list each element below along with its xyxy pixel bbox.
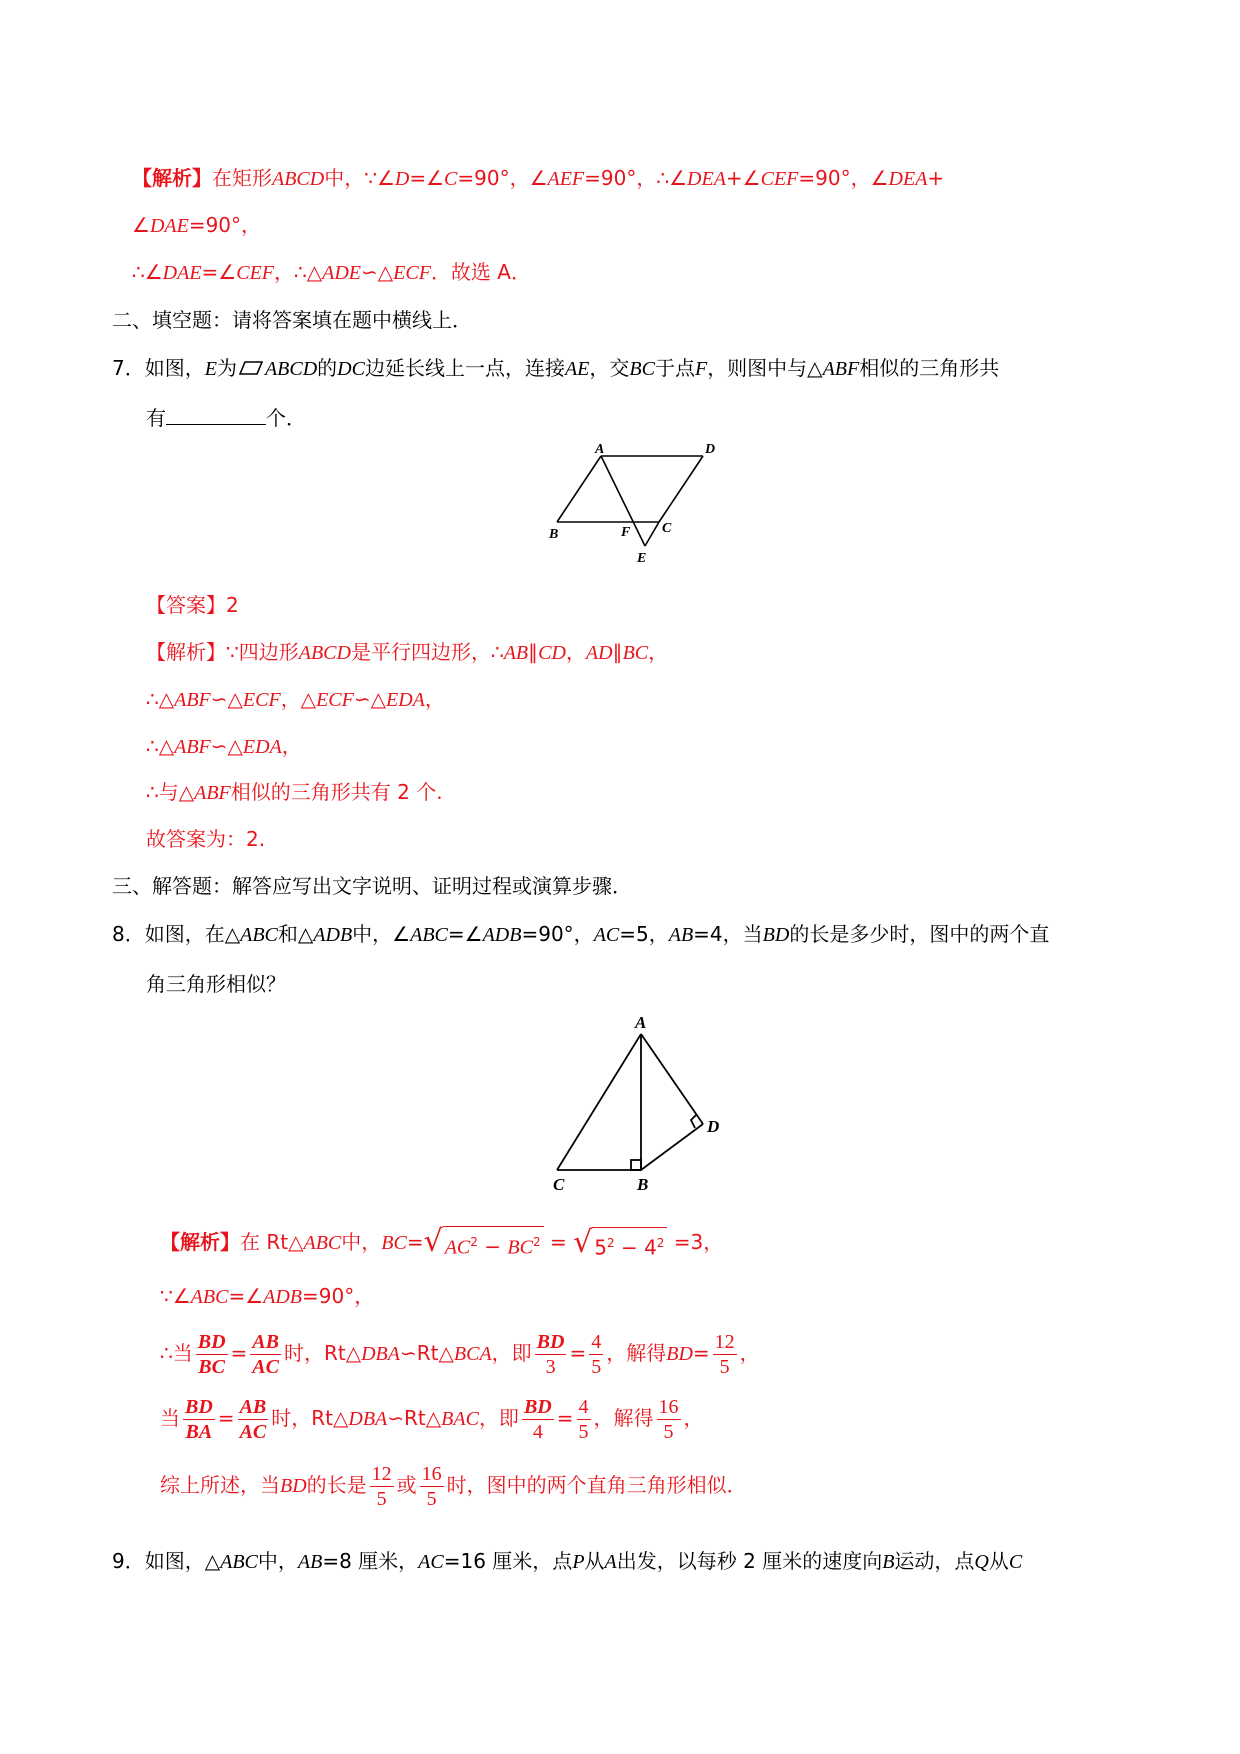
- fraction: $\frac{4}{5}$: [591, 1331, 602, 1378]
- q7-answer: 【答案】2: [146, 593, 239, 617]
- q8-solution-line-4: 当 $\frac{BD}{BA}$ = $\frac{AB}{AC}$ 时，Rt△DBA∽Rt△BAC，即 $\frac{BD}{4}$ = $\frac{4}{5}$ ，解得 $\frac{16}{5}$ ，: [160, 1396, 704, 1443]
- fraction: $\frac{16}{5}$: [658, 1396, 679, 1443]
- sqrt-radical: √ $AC^2 - BC^2$: [424, 1226, 544, 1261]
- fraction: $\frac{12}{5}$: [714, 1331, 735, 1378]
- section-2-heading: 二、填空题：请将答案填在题中横线上．: [112, 308, 472, 332]
- q7-solution-line-2: ∴△ABF∽△ECF，△ECF∽△EDA，: [146, 687, 445, 711]
- parallelogram-icon: [239, 360, 263, 376]
- label-B: B: [549, 527, 559, 542]
- fraction: $\frac{BD}{BC}$: [197, 1331, 226, 1378]
- q8-solution-line-1: 【解析】在 Rt△ABC中，BC= √ $AC^2 - BC^2$ = √ $5^2 - 4^2$ =3，: [160, 1224, 724, 1260]
- sqrt-radical: √ $5^2 - 4^2$: [573, 1227, 667, 1261]
- fraction: $\frac{BD}{4}$: [523, 1396, 552, 1443]
- q6-solution-line-2: ∠DAE=90°，: [132, 213, 262, 237]
- fraction: $\frac{BD}{3}$: [536, 1331, 565, 1378]
- label-F: F: [621, 525, 631, 540]
- fraction: $\frac{4}{5}$: [578, 1396, 589, 1443]
- fraction: $\frac{16}{5}$: [421, 1463, 442, 1510]
- q7-solution-line-4: ∴与△ABF相似的三角形共有 2 个.: [146, 780, 443, 804]
- label-D: D: [705, 442, 716, 457]
- fraction: $\frac{12}{5}$: [371, 1463, 392, 1510]
- q8-figure-right-triangles: [545, 1010, 735, 1200]
- q7-stem-line-2: 有 个．: [146, 406, 306, 430]
- q7-solution-line-3: ∴△ABF∽△EDA，: [146, 734, 302, 758]
- label-A: A: [635, 1013, 647, 1032]
- q8-stem-line-1: 8．如图，在△ABC和△ADB中，∠ABC=∠ADB=90°，AC=5，AB=4，当BD的长是多少时，图中的两个直: [112, 922, 1050, 946]
- label-B: B: [637, 1175, 649, 1194]
- label-D: D: [707, 1117, 720, 1136]
- q6-solution-line-3: ∴∠DAE=∠CEF，∴△ADE∽△ECF．故选 A．: [132, 260, 531, 284]
- q7-figure-parallelogram: [545, 440, 725, 570]
- q7-solution-line-1: 【解析】∵四边形ABCD是平行四边形，∴AB∥CD，AD∥BC，: [146, 640, 669, 664]
- fraction: $\frac{AB}{AC}$: [239, 1396, 267, 1443]
- fraction: $\frac{AB}{AC}$: [252, 1331, 279, 1378]
- q9-stem-line-1: 9．如图，△ABC中，AB=8 厘米，AC=16 厘米，点P从A出发，以每秒 2 厘米的速度向B运动，点Q从C: [112, 1549, 1023, 1573]
- q7-solution-line-5: 故答案为：2.: [146, 827, 266, 851]
- label-C: C: [662, 521, 672, 536]
- section-3-heading: 三、解答题：解答应写出文字说明、证明过程或演算步骤．: [112, 874, 632, 898]
- label-C: C: [553, 1175, 565, 1194]
- answer-blank: [166, 404, 266, 425]
- q7-stem-line-1: 7．如图，E为 ABCD的DC边延长线上一点，连接AE，交BC于点F，则图中与△ABF相似的三角形共: [112, 356, 1000, 380]
- q6-solution-line-1: 【解析】在矩形ABCD中，∵∠D=∠C=90°，∠AEF=90°，∴∠DEA+∠CEF=90°，∠DEA+: [132, 166, 945, 190]
- label-E: E: [637, 551, 647, 566]
- q8-stem-line-2: 角三角形相似？: [146, 972, 286, 996]
- q8-solution-line-2: ∵∠ABC=∠ADB=90°，: [160, 1284, 375, 1308]
- label-A: A: [595, 442, 605, 457]
- q8-solution-line-3: ∴当 $\frac{BD}{BC}$ = $\frac{AB}{AC}$ 时，Rt△DBA∽Rt△BCA，即 $\frac{BD}{3}$ = $\frac{4}{5}$ ，解得BD= $\frac{12}{5}$ ，: [160, 1331, 760, 1378]
- q8-solution-line-5: 综上所述，当BD的长是 $\frac{12}{5}$ 或 $\frac{16}{5}$ 时，图中的两个直角三角形相似．: [160, 1463, 747, 1510]
- fraction: $\frac{BD}{BA}$: [185, 1396, 213, 1443]
